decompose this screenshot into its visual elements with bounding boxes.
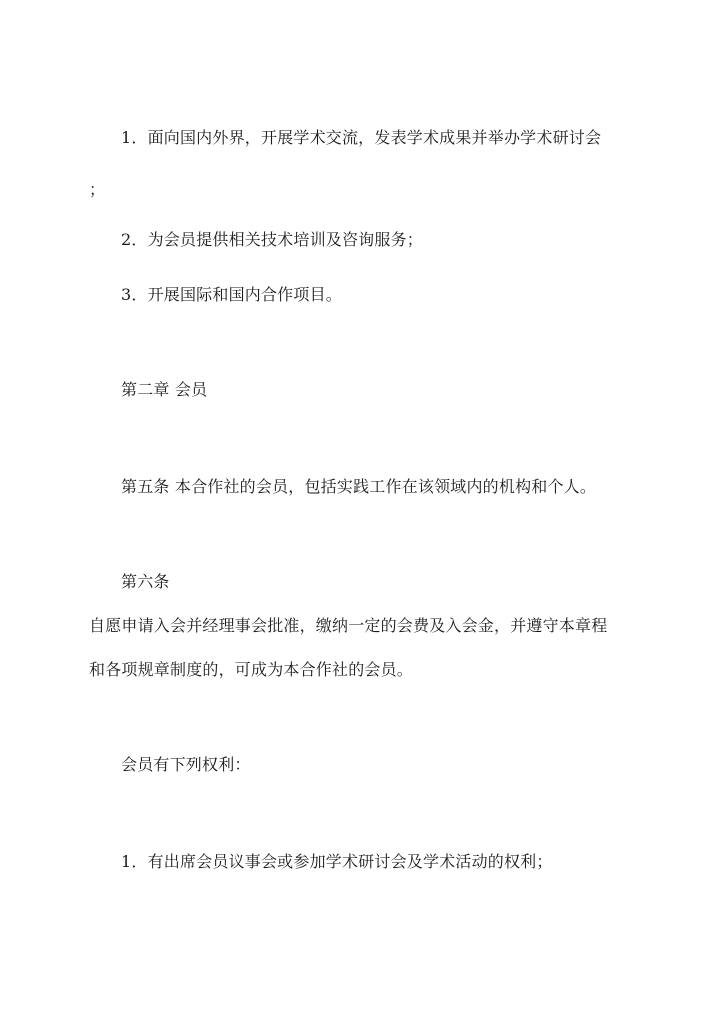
- list-item-2: 2．为会员提供相关技术培训及咨询服务；: [121, 230, 423, 249]
- rights-heading: 会员有下列权利：: [121, 755, 251, 774]
- article-six-line-1: 自愿申请入会并经理事会批准，缴纳一定的会费及入会金，并遵守本章程: [89, 616, 608, 635]
- chapter-heading: 第二章 会员: [121, 380, 208, 399]
- article-six-heading: 第六条: [121, 572, 170, 591]
- list-item-1: 1．面向国内外界，开展学术交流，发表学术成果并举办学术研讨会: [121, 128, 602, 147]
- list-item-3: 3．开展国际和国内合作项目。: [121, 285, 342, 304]
- article-five: 第五条 本合作社的会员，包括实践工作在该领域内的机构和个人。: [121, 477, 597, 496]
- right-item-1: 1．有出席会员议事会或参加学术研讨会及学术活动的权利；: [121, 852, 553, 871]
- list-item-1-continuation: ；: [89, 180, 106, 199]
- article-six-line-2: 和各项规章制度的，可成为本合作社的会员。: [89, 660, 414, 679]
